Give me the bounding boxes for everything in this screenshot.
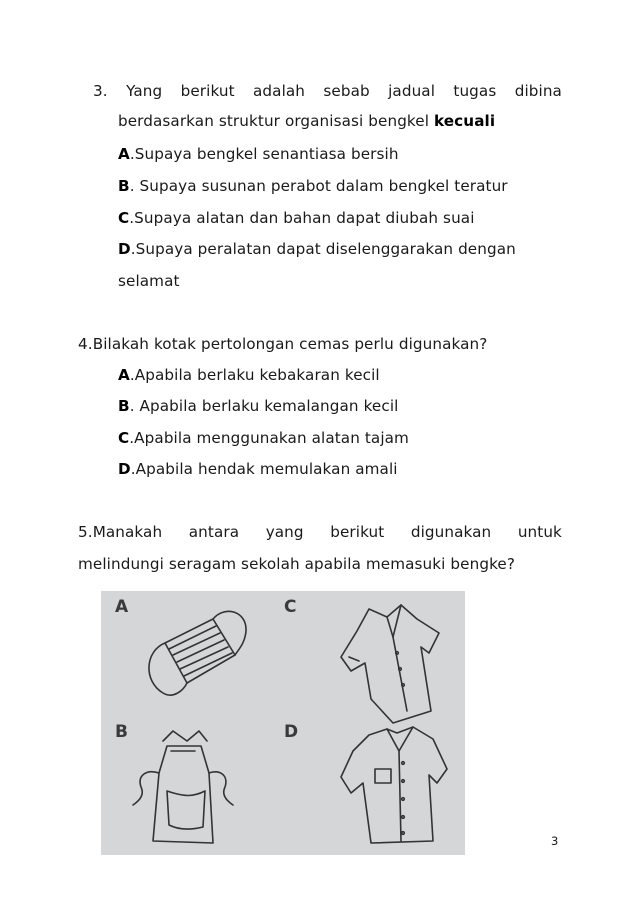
figure-label-d: D [284,722,299,742]
option-text: . Apabila berlaku kemalangan kecil [129,397,399,415]
q5-stem-line2: melindungi seragam sekolah apabila memasuki bengke? [78,555,516,573]
option-letter: A [118,145,130,163]
q3-option-b [118,177,508,195]
q3-stem-line2 [118,112,495,130]
q5-stem-line1 [78,523,562,541]
option-letter: D [118,460,131,478]
option-text: .Supaya alatan dan bahan dapat diubah suai [129,209,475,227]
face-mask-icon [149,611,246,695]
option-text: .Apabila menggunakan alatan tajam [129,429,409,447]
option-text: .Supaya bengkel senantiasa bersih [129,145,399,163]
q5-word: untuk [517,523,562,541]
option-letter: C [118,429,130,447]
q3-word: adalah [253,82,306,100]
q5-word: berikut [330,523,385,541]
shirt-icon [341,727,447,843]
q3-option-c [118,209,475,227]
q5-word: 5.Manakah [78,523,163,541]
q3-word: sebab [323,82,370,100]
option-letter: D [118,240,131,258]
q3-stem-text: berdasarkan struktur organisasi bengkel [118,112,434,130]
option-text: . Supaya susunan perabot dalam bengkel teratur [129,177,508,195]
q3-option-d [118,240,516,258]
q3-emphasis: kecuali [433,112,496,130]
option-letter: B [118,177,130,195]
q5-word: digunakan [410,523,492,541]
option-text: .Apabila hendak memulakan amali [130,460,398,478]
q5-word: antara [188,523,240,541]
figure-drawings [101,591,465,855]
q3-number: 3. [93,82,108,100]
option-text: .Supaya peralatan dapat diselenggarakan dengan [130,240,516,258]
apron-icon [133,731,233,843]
q4-stem: 4.Bilakah kotak pertolongan cemas perlu digunakan? [78,335,488,353]
q3-stem-line1 [93,82,562,100]
q5-word: yang [265,523,304,541]
option-text: .Apabila berlaku kebakaran kecil [129,366,380,384]
q4-option-d [118,460,398,478]
figure-label-b: B [115,722,128,742]
option-letter: B [118,397,130,415]
option-letter: A [118,366,130,384]
q3-word: tugas [453,82,497,100]
q3-word: jadual [388,82,436,100]
q5-figure [101,591,465,855]
page-number: 3 [551,834,559,848]
q3-word: Yang [126,82,163,100]
q3-option-a [118,145,399,163]
q4-option-c [118,429,409,447]
q4-option-b [118,397,398,415]
q3-word: berikut [180,82,235,100]
option-letter: C [118,209,130,227]
shirt-icon [341,605,439,723]
q4-option-a [118,366,380,384]
q3-option-d-cont: selamat [118,272,180,290]
q3-word: dibina [514,82,562,100]
figure-label-c: C [284,597,297,617]
figure-label-a: A [115,597,129,617]
